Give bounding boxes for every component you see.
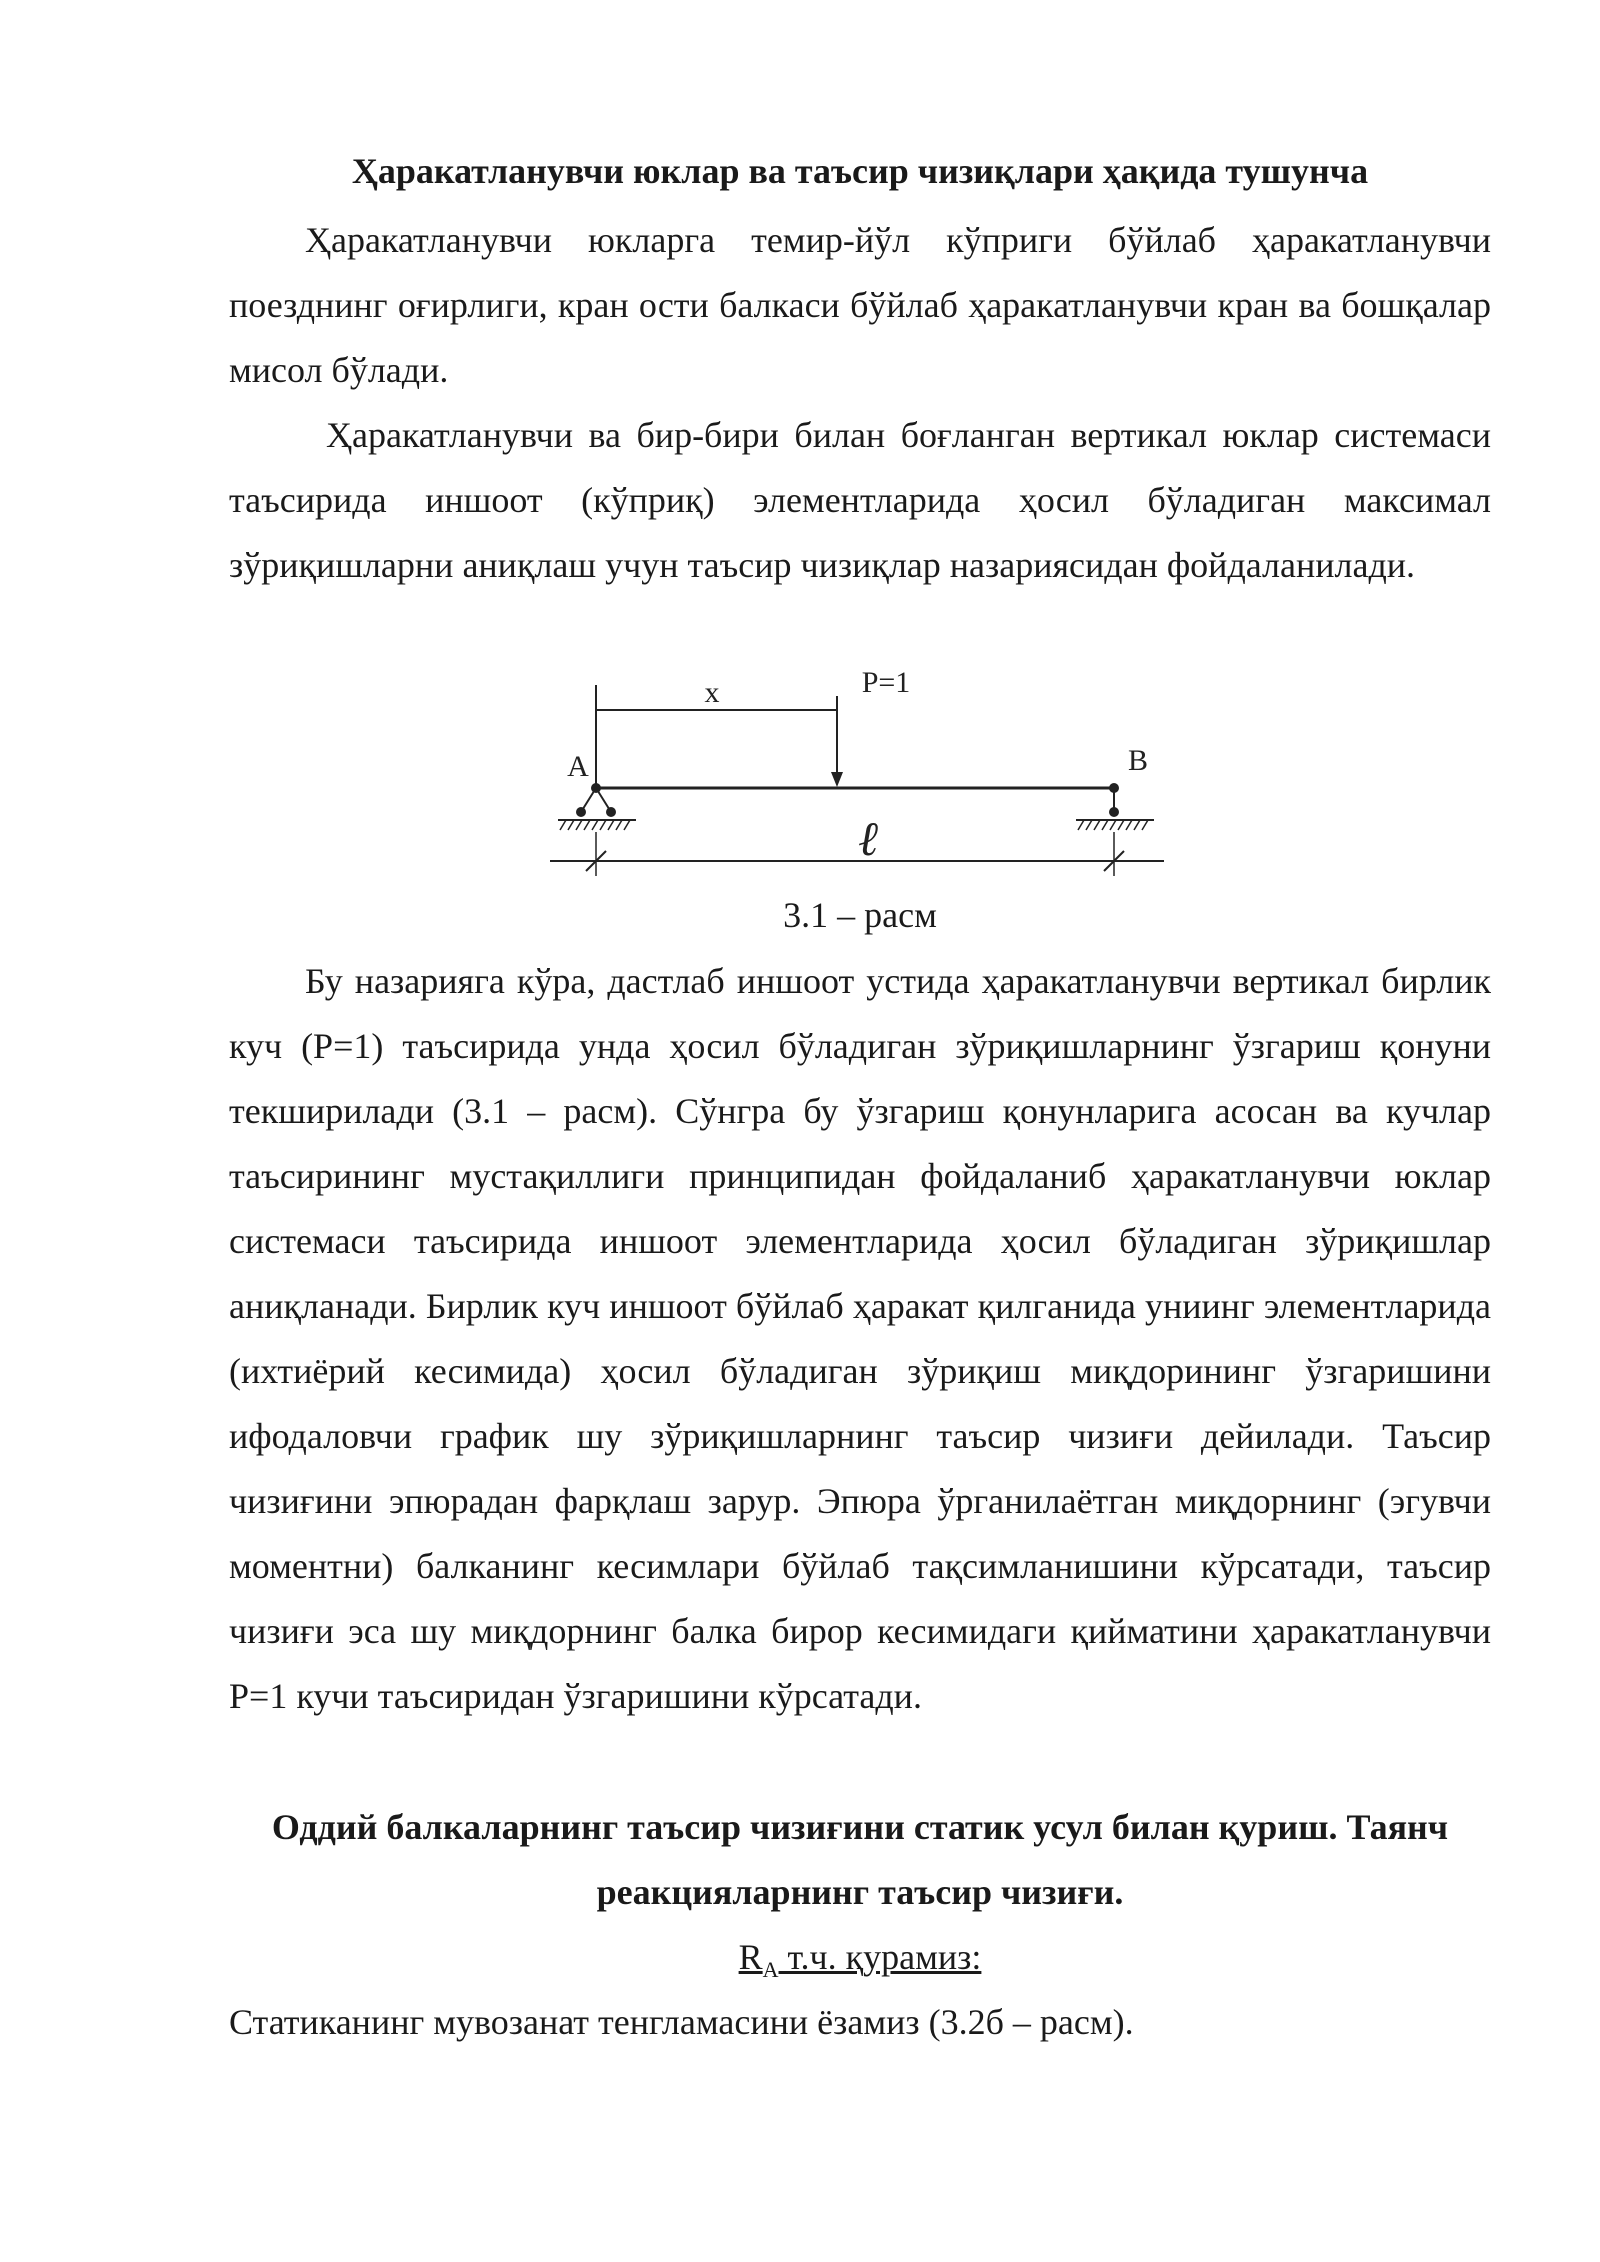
last-line: Статиканинг мувозанат тенгламасини ёзамиз (3.2б – расм). bbox=[229, 2002, 1134, 2042]
label-b: B bbox=[1127, 744, 1149, 777]
label-x: x bbox=[704, 676, 720, 709]
support-b-roller bbox=[1109, 807, 1119, 817]
ra-text: т.ч. қурамиз: bbox=[778, 1937, 982, 1977]
support-a-right-pin bbox=[606, 807, 616, 817]
load-arrow-head bbox=[831, 772, 843, 787]
label-a: A bbox=[567, 750, 589, 783]
paragraph-1: Ҳаракатланувчи юкларга темир-йўл кўприги бўйлаб ҳаракатланувчи поезднинг оғирлиги, кран ости балкаси бўйлаб ҳаракатланувчи кран ва бошқалар мисол бўлади. bbox=[229, 220, 1491, 390]
figure-caption: 3.1 – расм bbox=[783, 895, 937, 935]
ra-subscript: A bbox=[762, 1957, 779, 1983]
section-title: Ҳаракатланувчи юклар ва таъсир чизиқлари ҳақида тушунча bbox=[351, 151, 1369, 191]
paragraph-2: Ҳаракатланувчи ва бир-бири билан боғланган вертикал юклар системаси таъсирида иншоот (кўприқ) элементларида ҳосил бўладиган максимал зўриқишларни аниқлаш учун таъсир чизиқлар назариясидан фойдаланилади. bbox=[229, 415, 1491, 585]
support-a-left-pin bbox=[576, 807, 586, 817]
label-l: ℓ bbox=[858, 813, 878, 866]
beam-diagram bbox=[540, 660, 1180, 890]
ra-symbol: $R_A$ т.ч. қурамиз: bbox=[738, 1937, 982, 1983]
subheading: Оддий балкаларнинг таъсир чизиғини статик усул билан қуриш. Таянч реакцияларнинг таъсир чизиғи. bbox=[271, 1807, 1449, 1912]
label-p: P=1 bbox=[861, 666, 911, 699]
paragraph-3: Бу назарияга кўра, дастлаб иншоот устида ҳаракатланувчи вертикал бирлик куч (Р=1) таъсирида унда ҳосил бўладиган зўриқишларнинг ўзгариш қонуни текширилади (3.1 – расм). Сўнгра бу ўзгариш қонунларига асосан ва кучлар таъсирининг мустақиллиги принципидан фойдаланиб ҳаракатланувчи юклар системаси таъсирида иншоот элементларида ҳосил бўладиган зўриқишлар аниқланади. Бирлик куч иншоот бўйлаб ҳаракат қилганида униинг элементларида (ихтиёрий кесимида) ҳосил бўладиган зўриқиш миқдорининг ўзгаришини ифодаловчи график шу зўриқишларнинг таъсир чизиғи дейилади. Таъсир чизиғини эпюрадан фарқлаш зарур. Эпюра ўрганилаётган миқдорнинг (эгувчи моментни) балканинг кесимлари бўйлаб тақсимланишини кўрсатади, таъсир чизиғи эса шу миқдорнинг балка бирор кесимидаги қийматини ҳаракатланувчи Р=1 кучи таъсиридан ўзгаришини кўрсатади. bbox=[229, 961, 1491, 1716]
